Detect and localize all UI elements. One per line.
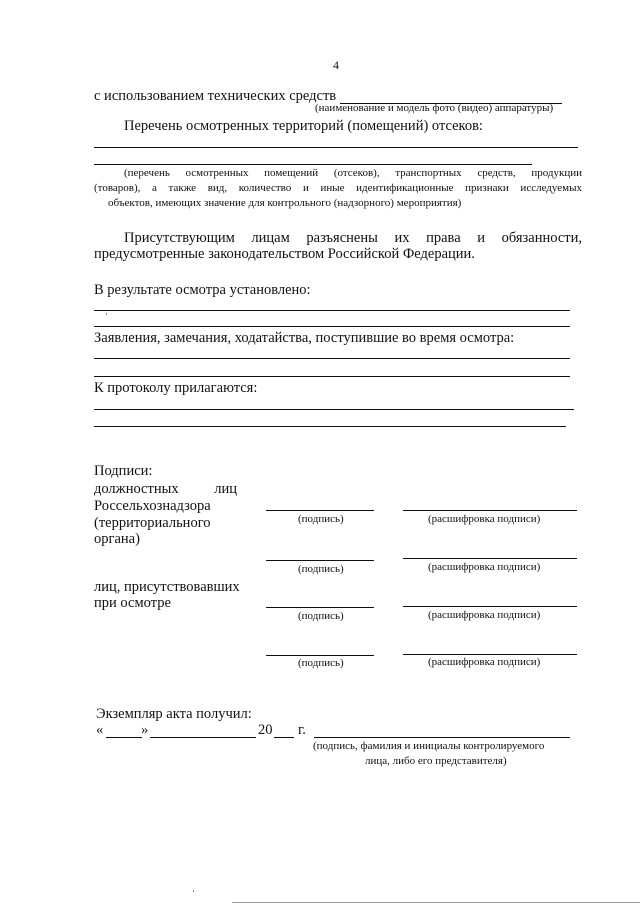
attachments-line-2 (94, 426, 566, 427)
decoding-line-2 (403, 558, 577, 559)
territories-caption-2: (товаров), а также вид, количество и иные идентификационные признаки исследуемых (94, 182, 582, 194)
scan-speck-bottom (193, 890, 194, 892)
attachments-label: К протоколу прилагаются: (94, 380, 258, 396)
decoding-line-4 (403, 654, 577, 655)
copy-received-label: Экземпляр акта получил: (96, 706, 252, 722)
territories-line-1 (94, 147, 578, 148)
signatures-heading: Подписи: (94, 463, 153, 479)
month-line (150, 737, 256, 738)
signature-caption-1: (подпись) (298, 513, 344, 525)
result-line-1 (94, 310, 570, 311)
signature-line-1 (266, 510, 374, 511)
signature-caption-3: (подпись) (298, 610, 344, 622)
page-number: 4 (333, 58, 339, 72)
recipient-line (314, 737, 570, 738)
territories-caption-3: объектов, имеющих значение для контрольного (надзорного) мероприятия) (108, 197, 462, 209)
officials-line-1: должностных лиц (94, 481, 237, 497)
result-label: В результате осмотра установлено: (94, 282, 311, 298)
signature-caption-2: (подпись) (298, 563, 344, 575)
rights-line-2: предусмотренные законодательством Российской Федерации. (94, 246, 475, 262)
officials-line-4: органа) (94, 531, 140, 547)
year-suffix: г. (298, 722, 306, 738)
signature-line-4 (266, 655, 374, 656)
rights-line-1: Присутствующим лицам разъяснены их права и обязанности, (124, 230, 582, 246)
decoding-caption-4: (расшифровка подписи) (428, 656, 541, 668)
decoding-caption-1: (расшифровка подписи) (428, 513, 541, 525)
decoding-line-1 (403, 510, 577, 511)
statements-line-1 (94, 358, 570, 359)
technical-means-label: с использованием технических средств (94, 88, 337, 104)
present-line-1: лиц, присутствовавших (94, 579, 240, 595)
result-line-2 (94, 326, 570, 327)
year-line (274, 737, 294, 738)
territories-heading: Перечень осмотренных территорий (помещений) отсеков: (124, 118, 483, 134)
quote-close: » (141, 722, 149, 738)
officials-line-2: Россельхознадзора (94, 498, 211, 514)
recipient-caption-2: лица, либо его представителя) (365, 755, 507, 767)
day-line (106, 737, 142, 738)
year-prefix: 20 (258, 722, 273, 738)
decoding-caption-2: (расшифровка подписи) (428, 561, 541, 573)
scan-bottom-edge (232, 902, 640, 903)
statements-line-2 (94, 376, 570, 377)
present-line-2: при осмотре (94, 595, 171, 611)
signature-caption-4: (подпись) (298, 657, 344, 669)
decoding-caption-3: (расшифровка подписи) (428, 609, 541, 621)
scan-speck (106, 313, 107, 315)
territories-line-2 (94, 164, 532, 165)
decoding-line-3 (403, 606, 577, 607)
statements-label: Заявления, замечания, ходатайства, поступившие во время осмотра: (94, 330, 515, 346)
signature-line-3 (266, 607, 374, 608)
officials-line-3: (территориального (94, 515, 211, 531)
quote-open: « (96, 722, 104, 738)
territories-caption-1: (перечень осмотренных помещений (отсеков), транспортных средств, продукции (124, 167, 582, 179)
technical-means-caption: (наименование и модель фото (видео) аппаратуры) (315, 102, 554, 114)
attachments-line-1 (94, 409, 574, 410)
signature-line-2 (266, 560, 374, 561)
recipient-caption-1: (подпись, фамилия и инициалы контролируемого (313, 740, 545, 752)
